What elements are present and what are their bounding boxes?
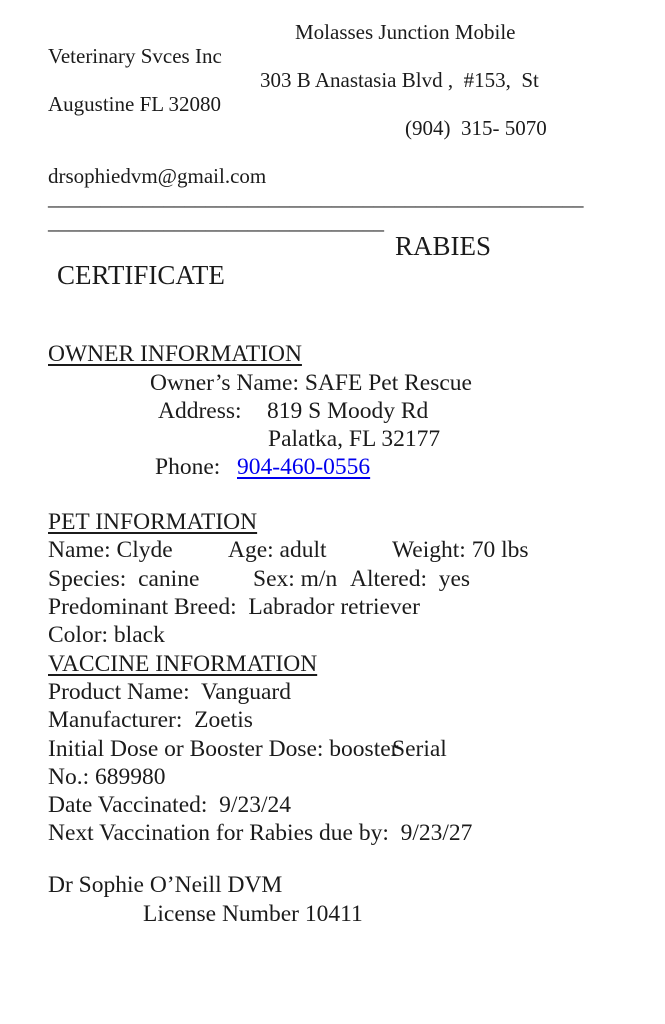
owner-address-label: Address: — [158, 398, 242, 424]
pet-species: Species: canine — [48, 566, 200, 592]
pet-age: Age: adult — [228, 537, 327, 563]
pet-name: Name: Clyde — [48, 537, 173, 563]
owner-phone-link[interactable]: 904-460-0556 — [237, 454, 371, 480]
clinic-city: Augustine FL 32080 — [48, 92, 222, 116]
owner-information-heading: OWNER INFORMATION — [48, 341, 302, 367]
clinic-email: drsophiedvm@gmail.com — [48, 164, 267, 188]
owner-phone-label: Phone: — [155, 454, 221, 480]
veterinarian-name: Dr Sophie O’Neill DVM — [48, 872, 283, 898]
vaccine-date: Date Vaccinated: 9/23/24 — [48, 792, 291, 818]
pet-sex: Sex: m/n — [253, 566, 338, 592]
pet-breed: Predominant Breed: Labrador retriever — [48, 594, 420, 620]
vaccine-dose: Initial Dose or Booster Dose: booster — [48, 736, 399, 762]
pet-altered: Altered: yes — [350, 566, 471, 592]
owner-address-city: Palatka, FL 32177 — [268, 426, 441, 452]
pet-color: Color: black — [48, 622, 165, 648]
pet-weight: Weight: 70 lbs — [392, 537, 529, 563]
vaccine-serial-label: Serial — [392, 736, 447, 762]
pet-information-heading: PET INFORMATION — [48, 509, 258, 535]
owner-name: Owner’s Name: SAFE Pet Rescue — [150, 370, 472, 396]
clinic-phone: (904) 315- 5070 — [405, 116, 547, 140]
vaccine-next-due: Next Vaccination for Rabies due by: 9/23/27 — [48, 820, 473, 846]
clinic-name-line2: Veterinary Svces Inc — [48, 44, 222, 68]
clinic-name-line1: Molasses Junction Mobile — [295, 20, 516, 44]
doc-title-rabies: RABIES — [395, 231, 492, 261]
rule-line-short: ________________________________ — [48, 210, 384, 234]
rule-line-long: ___________________________________________________ — [48, 186, 584, 210]
doc-title-certificate: CERTIFICATE — [57, 260, 225, 290]
vaccine-information-heading: VACCINE INFORMATION — [48, 651, 318, 677]
veterinarian-license: License Number 10411 — [143, 901, 363, 927]
vaccine-serial-number: No.: 689980 — [48, 764, 166, 790]
clinic-street: 303 B Anastasia Blvd , #153, St — [260, 68, 539, 92]
vaccine-manufacturer: Manufacturer: Zoetis — [48, 707, 253, 733]
vaccine-product-name: Product Name: Vanguard — [48, 679, 291, 705]
owner-address-street: 819 S Moody Rd — [267, 398, 429, 424]
